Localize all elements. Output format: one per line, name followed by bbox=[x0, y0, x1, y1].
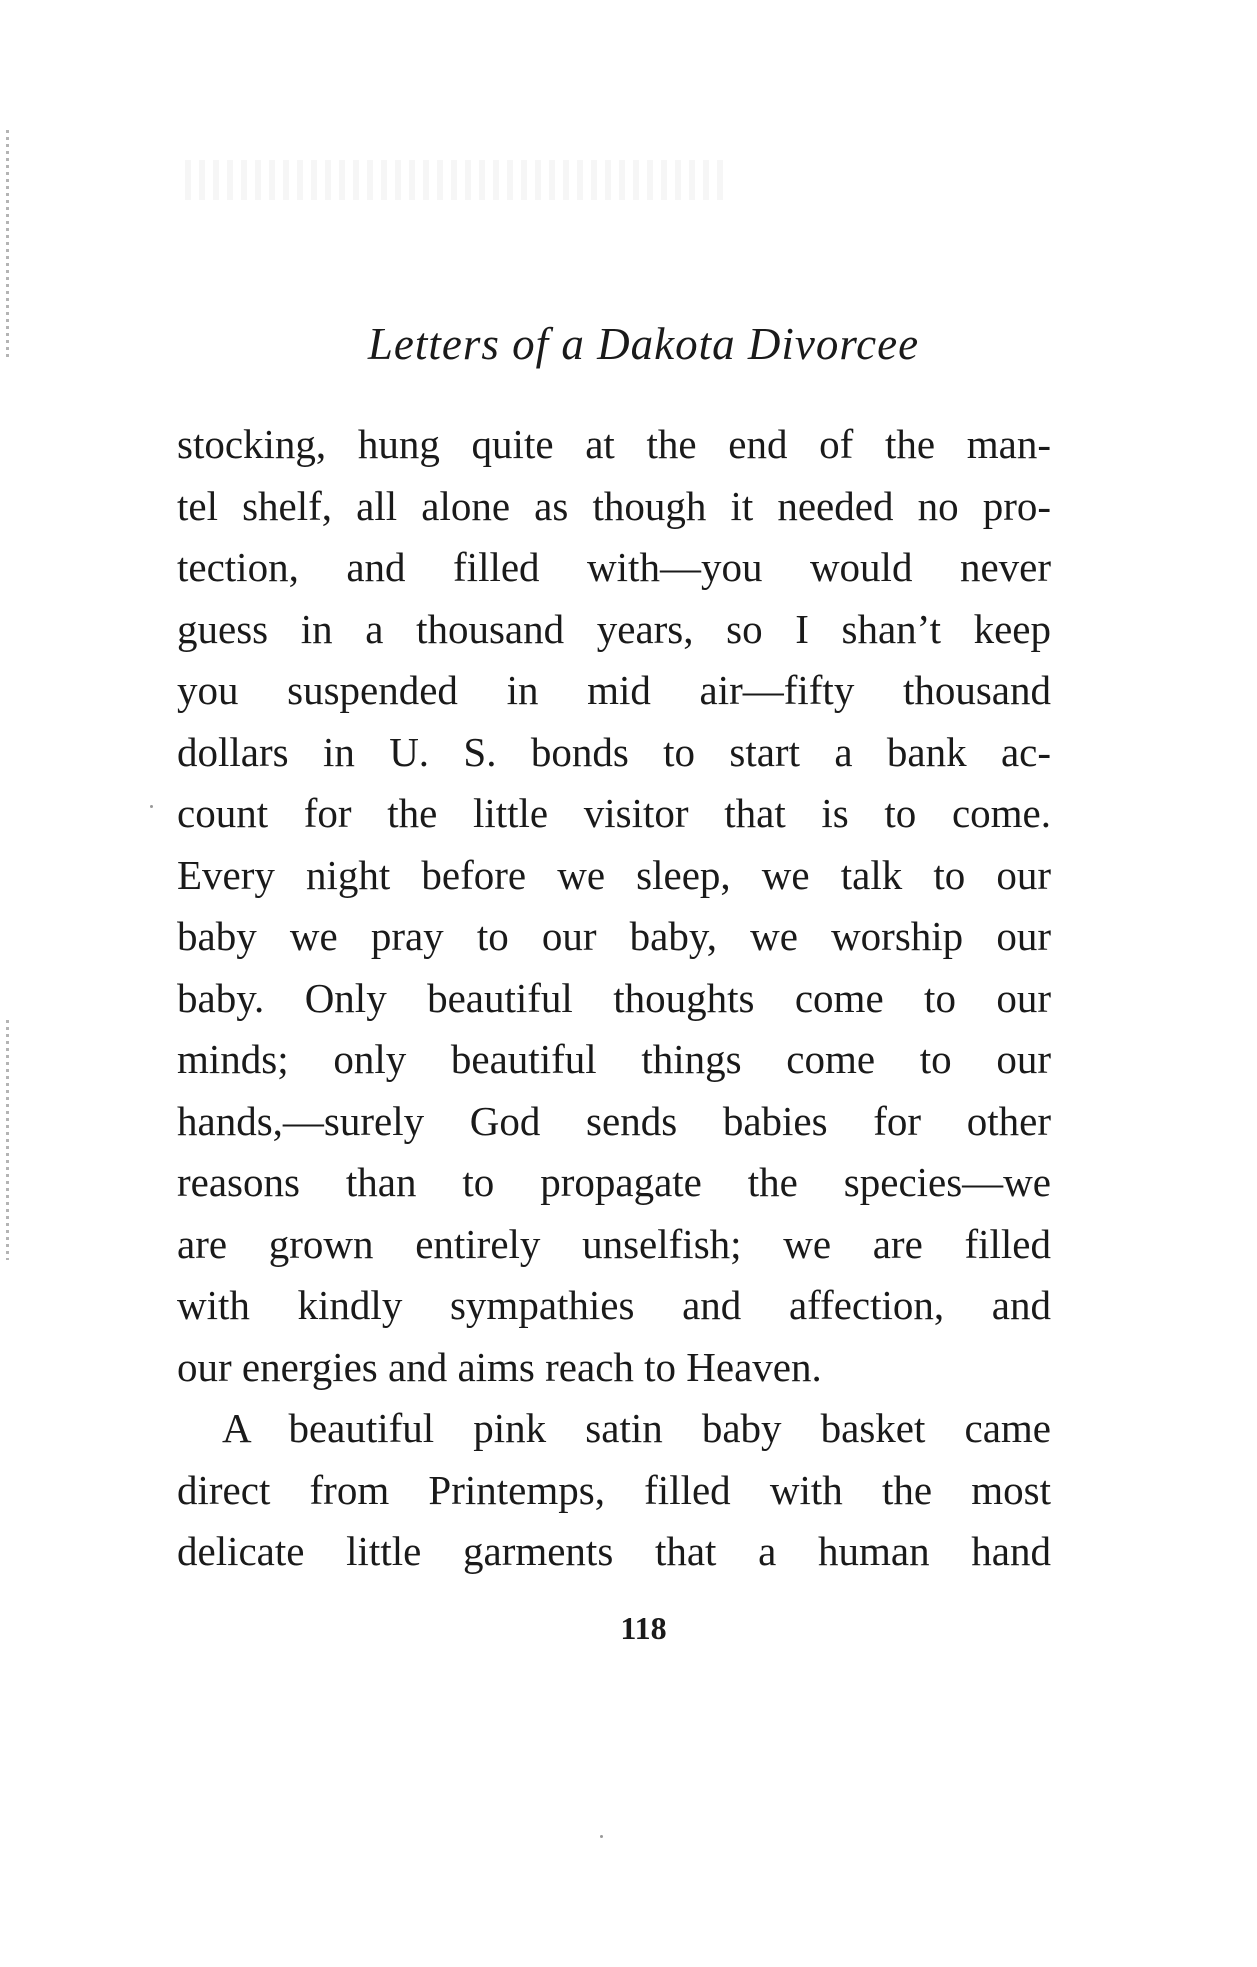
text-line: guess in a thousand years, so I shan’t keep bbox=[177, 605, 1051, 652]
text-line: dollars in U. S. bonds to start a bank ac- bbox=[177, 728, 1051, 775]
text-line: A beautiful pink satin baby basket came bbox=[222, 1405, 1051, 1451]
text-line: delicate little garments that a human hand bbox=[177, 1528, 1051, 1574]
text-line: stocking, hung quite at the end of the man- bbox=[177, 421, 1051, 467]
text-line: Every night before we sleep, we talk to our bbox=[177, 851, 1051, 898]
text-line: reasons than to propagate the species—we bbox=[177, 1159, 1051, 1205]
scan-speck bbox=[150, 805, 153, 808]
text-line: count for the little visitor that is to come. bbox=[177, 790, 1051, 836]
text-line: direct from Printemps, filled with the most bbox=[177, 1466, 1051, 1513]
scan-edge-artifact bbox=[6, 1020, 9, 1260]
text-line: are grown entirely unselfish; we are filled bbox=[177, 1220, 1051, 1267]
body-text bbox=[177, 414, 1051, 1583]
scan-speck bbox=[600, 1835, 603, 1838]
running-head: Letters of a Dakota Divorcee bbox=[367, 319, 920, 369]
text-line: minds; only beautiful things come to our bbox=[177, 1036, 1051, 1082]
text-line: tel shelf, all alone as though it needed no pro- bbox=[177, 482, 1051, 529]
text-line: hands,—surely God sends babies for other bbox=[177, 1097, 1051, 1144]
text-line: tection, and filled with—you would never bbox=[177, 544, 1051, 590]
text-line: our energies and aims reach to Heaven. bbox=[177, 1343, 822, 1390]
page-number: 118 bbox=[620, 1610, 667, 1646]
text-line: with kindly sympathies and affection, and bbox=[177, 1282, 1051, 1328]
text-line: baby we pray to our baby, we worship our bbox=[177, 913, 1051, 959]
bleed-through-artifact bbox=[185, 160, 725, 200]
text-line: you suspended in mid air—fifty thousand bbox=[177, 667, 1051, 713]
text-line: baby. Only beautiful thoughts come to our bbox=[177, 974, 1051, 1021]
